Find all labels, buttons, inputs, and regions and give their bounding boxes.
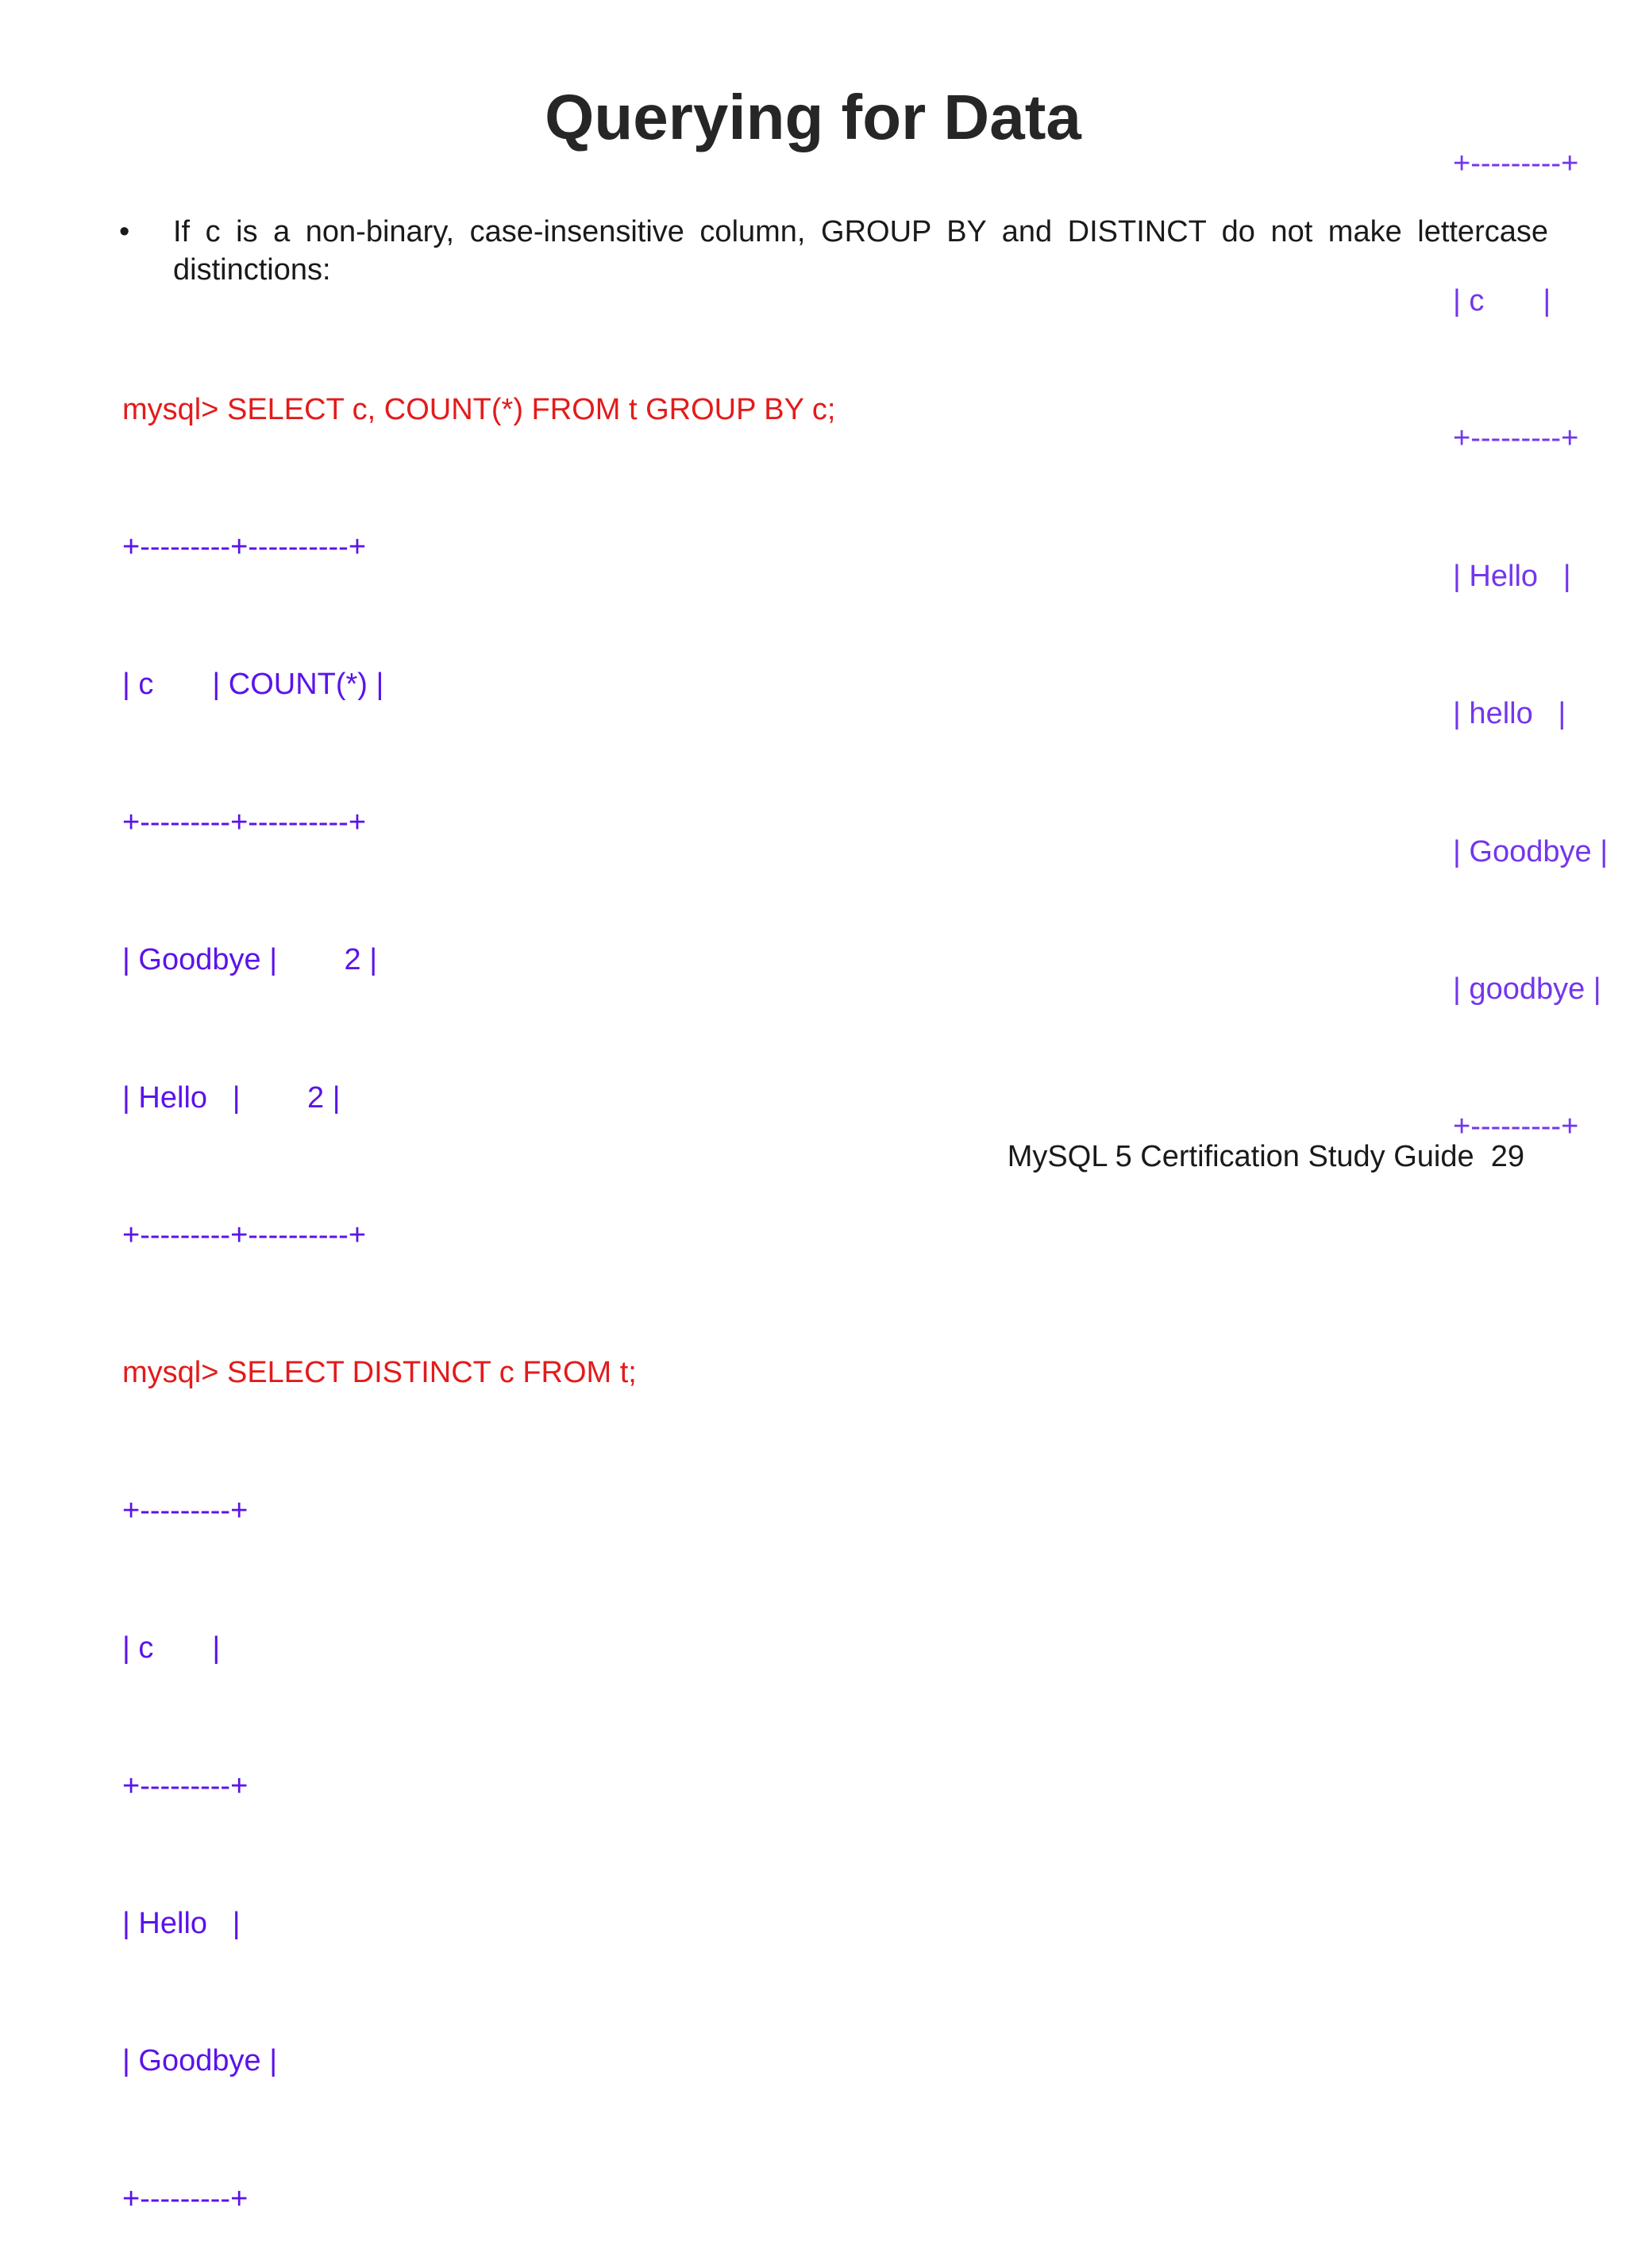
code-line: | Hello | xyxy=(122,1906,241,1940)
code-line: | Goodbye | xyxy=(122,2044,278,2078)
code-line: +---------+ xyxy=(122,1769,249,1803)
code-line: +---------+----------+ xyxy=(122,805,367,839)
code-line: +---------+----------+ xyxy=(122,1218,367,1252)
code-line: | Hello | 2 | xyxy=(122,1080,341,1115)
code-line: | Goodbye | 2 | xyxy=(122,943,378,977)
side-table-line: +---------+ xyxy=(1453,1110,1579,1144)
bullet-text: If c is a non-binary, case-insensitive column, GROUP BY and DISTINCT do not make lettercase distinctions: xyxy=(173,215,1548,287)
side-table-line: | c | xyxy=(1453,283,1551,318)
side-table-line: | Goodbye | xyxy=(1453,834,1609,868)
slide-footer: MySQL 5 Certification Study Guide 29 xyxy=(1007,1140,1524,1173)
code-line: +---------+----------+ xyxy=(122,529,367,564)
side-table-line: +---------+ xyxy=(1453,146,1579,180)
bullet-item xyxy=(119,213,1548,289)
code-line: +---------+ xyxy=(122,1493,249,1527)
side-table-line: | goodbye | xyxy=(1453,972,1601,1006)
code-line: +---------+ xyxy=(122,2181,249,2216)
code-line: mysql> SELECT c, COUNT(*) FROM t GROUP BY c; xyxy=(122,392,836,426)
code-line: mysql> SELECT DISTINCT c FROM t; xyxy=(122,1356,637,1390)
sql-code-block xyxy=(122,295,835,2268)
code-line: | c | COUNT(*) | xyxy=(122,668,384,702)
code-line: | c | xyxy=(122,1631,221,1665)
bullet-marker: • xyxy=(119,215,130,248)
side-table-line: +---------+ xyxy=(1453,422,1579,456)
slide-title: Querying for Data xyxy=(545,82,1081,152)
side-table-line: | hello | xyxy=(1453,697,1566,731)
side-table-line: | Hello | xyxy=(1453,559,1571,593)
